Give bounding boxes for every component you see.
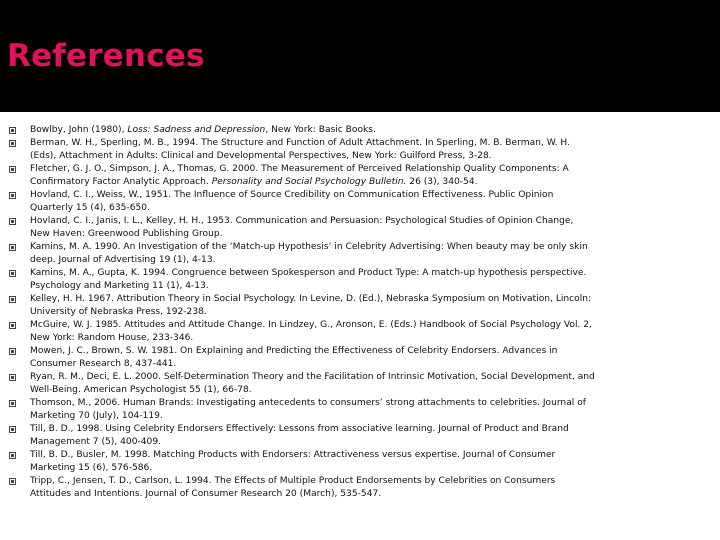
square-bullet-icon xyxy=(9,322,16,329)
reference-text xyxy=(30,138,570,161)
reference-item xyxy=(0,345,720,371)
reference-text xyxy=(30,398,586,421)
reference-text-tail: 26 (3), 340-54. xyxy=(406,177,478,187)
square-bullet-icon xyxy=(9,218,16,225)
reference-text xyxy=(30,294,591,317)
square-bullet-icon xyxy=(9,166,16,173)
square-bullet-icon xyxy=(9,478,16,485)
reference-item xyxy=(0,397,720,423)
reference-text xyxy=(30,450,555,473)
reference-item xyxy=(0,371,720,397)
reference-text-tail: , New York: Basic Books. xyxy=(265,125,376,135)
square-bullet-icon xyxy=(9,452,16,459)
reference-text-main: Hovland, C. I., Janis, I. L., Kelley, H. H., 1953. Communication and Persuasion: Psychological Studies of Opinion Change, New Haven: Greenwood Publishing Group. xyxy=(30,216,574,239)
reference-text xyxy=(30,320,592,343)
reference-item xyxy=(0,475,720,501)
reference-text-main: Mowen, J. C., Brown, S. W. 1981. On Explaining and Predicting the Effectiveness of Celebrity Endorsers. Advances in Consumer Research 8, 437-441. xyxy=(30,346,558,369)
reference-text-main: Hovland, C. I., Weiss, W., 1951. The Influence of Source Credibility on Communication Effectiveness. Public Opinion Quarterly 15 (4), 635-650. xyxy=(30,190,554,213)
square-bullet-icon xyxy=(9,127,16,134)
reference-text-main: Kelley, H. H. 1967. Attribution Theory in Social Psychology. In Levine, D. (Ed.), Nebraska Symposium on Motivation, Lincoln: University of Nebraska Press, 192-238. xyxy=(30,294,592,317)
reference-text-main: Kamins, M. A. 1990. An Investigation of the ‘Match-up Hypothesis’ in Celebrity Advertising: When beauty may be only skin deep. Journal of Advertising 19 (1), 4-13. xyxy=(30,242,588,265)
square-bullet-icon xyxy=(9,140,16,147)
reference-item xyxy=(0,215,720,241)
title-bar xyxy=(0,0,720,112)
square-bullet-icon xyxy=(9,192,16,199)
square-bullet-icon xyxy=(9,348,16,355)
square-bullet-icon xyxy=(9,244,16,251)
reference-text xyxy=(30,125,376,135)
reference-item xyxy=(0,189,720,215)
reference-text xyxy=(30,164,569,187)
reference-text xyxy=(30,268,586,291)
reference-text-main: Till, B. D., 1998. Using Celebrity Endorsers Effectively: Lessons from associative learning. Journal of Product and Brand Management 7 (5), 400-409. xyxy=(30,424,569,447)
reference-text-main: Berman, W. H., Sperling, M. B., 1994. The Structure and Function of Adult Attachment. In Sperling, M. B. Berman, W. H. (Eds), Attachment in Adults: Clinical and Developmental Perspectives, New York: Guilford Press, 3-28. xyxy=(30,138,570,161)
reference-text-main: Bowlby, John (1980), xyxy=(30,125,128,135)
square-bullet-icon xyxy=(9,296,16,303)
reference-text-main: Fletcher, G. J. O., Simpson, J. A., Thomas, G. 2000. The Measurement of Perceived Relationship Quality Components: A Confirmatory Factor Analytic Approach. xyxy=(30,164,569,187)
reference-text xyxy=(30,424,569,447)
reference-text xyxy=(30,242,588,265)
reference-item xyxy=(0,241,720,267)
reference-text xyxy=(30,216,573,239)
slide-title: References xyxy=(7,38,205,74)
reference-item xyxy=(0,319,720,345)
reference-item xyxy=(0,423,720,449)
reference-text xyxy=(30,476,555,499)
reference-text xyxy=(30,346,557,369)
reference-list xyxy=(0,124,720,501)
reference-item xyxy=(0,137,720,163)
reference-item xyxy=(0,163,720,189)
square-bullet-icon xyxy=(9,426,16,433)
reference-item xyxy=(0,449,720,475)
reference-text-main: Thomson, M., 2006. Human Brands: Investigating antecedents to consumers’ strong attachments to celebrities. Journal of Marketing 70 (July), 104-119. xyxy=(30,398,586,421)
reference-text-main: Kamins, M. A., Gupta, K. 1994. Congruence between Spokesperson and Product Type: A match-up hypothesis perspective. Psychology and Marketing 11 (1), 4-13. xyxy=(30,268,587,291)
reference-text-main: Ryan, R. M., Deci, E. L. 2000. Self-Determination Theory and the Facilitation of Intrinsic Motivation, Social Development, and Well-Being. American Psychologist 55 (1), 66-78. xyxy=(30,372,595,395)
reference-text xyxy=(30,190,553,213)
reference-text-italic: Personality and Social Psychology Bulletin. xyxy=(211,177,407,187)
reference-text-main: Till, B. D., Busler, M. 1998. Matching Products with Endorsers: Attractiveness versus expertise. Journal of Consumer Marketing 15 (6), 576-586. xyxy=(30,450,556,473)
reference-text-main: Tripp, C., Jensen, T. D., Carlson, L. 1994. The Effects of Multiple Product Endorsements by Celebrities on Consumers Attitudes and Intentions. Journal of Consumer Research 20 (March), 535-547. xyxy=(30,476,556,499)
reference-text-italic: Loss: Sadness and Depression xyxy=(127,125,266,135)
reference-text xyxy=(30,372,595,395)
square-bullet-icon xyxy=(9,400,16,407)
reference-item xyxy=(0,293,720,319)
square-bullet-icon xyxy=(9,374,16,381)
reference-text-main: McGuire, W. J. 1985. Attitudes and Attitude Change. In Lindzey, G., Aronson, E. (Eds.) Handbook of Social Psychology Vol. 2, New York: Random House, 233-346. xyxy=(30,320,592,343)
reference-item xyxy=(0,267,720,293)
square-bullet-icon xyxy=(9,270,16,277)
reference-item xyxy=(0,124,720,137)
